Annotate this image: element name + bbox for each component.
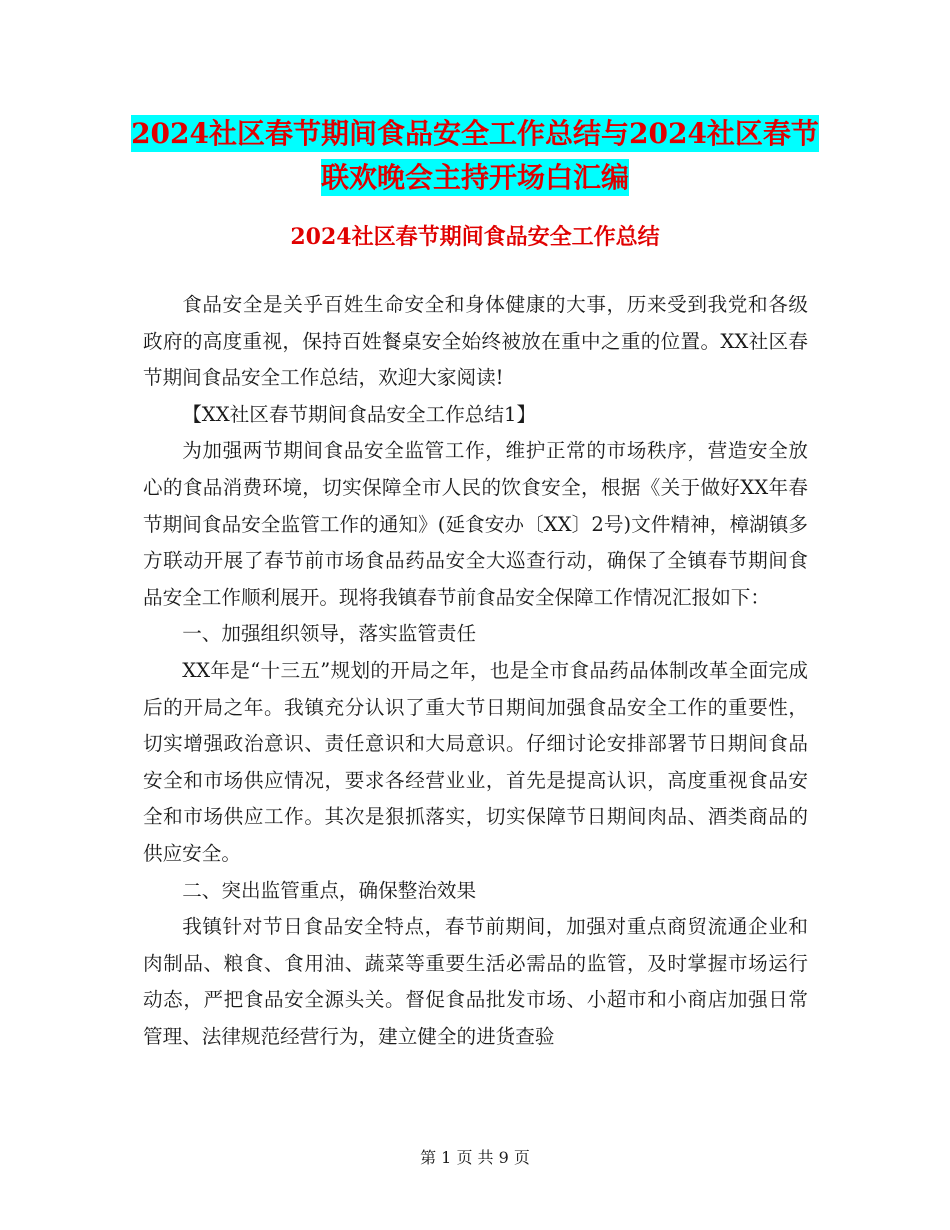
document-title-line2: 联欢晚会主持开场白汇编 — [320, 161, 629, 194]
page-footer: 第 1 页 共 9 页 — [420, 1148, 530, 1167]
paragraph-heading-summary-1: 【XX社区春节期间食品安全工作总结1】 — [182, 402, 537, 426]
document-title — [0, 112, 950, 200]
paragraph-supervision: 我镇针对节日食品安全特点，春节前期间，加强对重点商贸流通企业和肉制品、粮食、食用油、蔬菜等重要生活必需品的监管，及时掌握市场运行动态，严把食品安全源头关。督促食品批发市场、小超市和小商店加强日常管理、法律规范经营行为，建立健全的进货查验 — [143, 915, 808, 1048]
paragraph-heading-two: 二、突出监管重点，确保整治效果 — [182, 878, 477, 902]
paragraph-background: 为加强两节期间食品安全监管工作，维护正常的市场秩序，营造安全放心的食品消费环境，切实保障全市人民的饮食安全，根据《关于做好XX年春节期间食品安全监管工作的通知》(延食安办〔XX〕2号)文件精神，樟湖镇多方联动开展了春节前市场食品药品安全大巡查行动，确保了全镇春节期间食品安全工作顺利展开。现将我镇春节前食品安全保障工作情况汇报如下： — [143, 439, 808, 609]
paragraph-heading-one: 一、加强组织领导，落实监管责任 — [182, 622, 477, 646]
document-body — [143, 287, 808, 1055]
document-title-line1: 2024社区春节期间食品安全工作总结与2024社区春节 — [131, 117, 819, 150]
paragraph-organization: XX年是“十三五”规划的开局之年，也是全市食品药品体制改革全面完成后的开局之年。我镇充分认识了重大节日期间加强食品安全工作的重要性，切实增强政治意识、责任意识和大局意识。仔细讨论安排部署节日期间食品安全和市场供应情况，要求各经营业业，首先是提高认识，高度重视食品安全和市场供应工作。其次是狠抓落实，切实保障节日期间肉品、酒类商品的供应安全。 — [143, 658, 808, 865]
section-title: 2024社区春节期间食品安全工作总结 — [290, 224, 660, 250]
paragraph-intro: 食品安全是关乎百姓生命安全和身体健康的大事，历来受到我党和各级政府的高度重视，保持百姓餐桌安全始终被放在重中之重的位置。XX社区春节期间食品安全工作总结，欢迎大家阅读! — [143, 293, 808, 390]
